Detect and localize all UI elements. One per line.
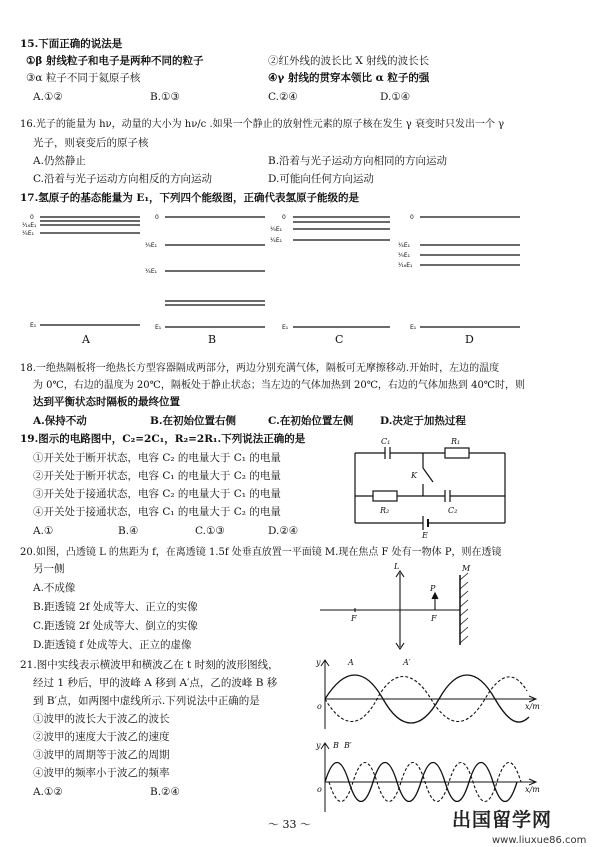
- q17-d-level-1: E₁: [410, 324, 417, 331]
- q19-choice-a: A.①: [33, 525, 54, 537]
- q18-choice-c: C.在初始位置左侧: [268, 415, 354, 427]
- q21-wave-a-graph: [315, 657, 545, 737]
- q17-d-level-3: ¹⁄₉E₁: [398, 252, 411, 259]
- q17-a-level-zero: 0: [30, 214, 34, 221]
- q19-label-c2: C₂: [448, 506, 458, 515]
- q17-c-level-1: E₁: [282, 324, 289, 331]
- q19-label-r1: R₁: [451, 437, 461, 446]
- q21-label-a: A: [348, 658, 354, 667]
- q17-a-level-4: ¹⁄₁₆E₁: [22, 222, 37, 229]
- q15-choice-a: A.①②: [33, 91, 63, 103]
- q20-lens-mirror-diagram: [320, 562, 520, 645]
- q17-label-a: A: [82, 333, 90, 346]
- page-number: ～ 33 ～: [268, 818, 311, 831]
- q19-option-4: ④开关处于接通状态，电容 C₁ 的电量大于 C₂ 的电量: [33, 506, 281, 518]
- q19-label-c1: C₁: [381, 437, 391, 446]
- q19-stem: 19.图示的电路图中，C₂=2C₁，R₂=2R₁.下列说法正确的是: [20, 433, 306, 445]
- q20-label-m: M: [462, 564, 471, 573]
- q20-label-f-left: F: [351, 614, 357, 623]
- q19-label-r2: R₂: [380, 506, 390, 515]
- q17-d-level-4: ¹⁄₁₆E₁: [398, 262, 413, 269]
- q18-line-1: 18.一绝热隔板将一绝热长方型容器隔成两部分，两边分别充满气体，隔板可无摩擦移动.开始时，左边的温度: [20, 363, 500, 374]
- q17-d-level-zero: 0: [410, 214, 414, 221]
- q21-line-2: 经过 1 秒后，甲的波峰 A 移到 A′点，乙的波峰 B 移: [33, 677, 278, 689]
- q17-d-level-2: ¹⁄₄E₁: [398, 242, 411, 249]
- q21-label-b-prime: B′: [344, 741, 352, 750]
- q21-wave-a-origin: o: [317, 702, 322, 711]
- q18-choice-d: D.决定于加热过程: [380, 415, 466, 427]
- q21-option-4: ④波甲的频率小于波乙的频率: [33, 767, 170, 779]
- q15-stem: 15.下面正确的说法是: [20, 38, 123, 50]
- q20-choice-d: D.距透镜 f 处成等大、正立的虚像: [33, 639, 192, 651]
- q19-label-e: E: [422, 531, 428, 540]
- q19-label-k: K: [411, 471, 417, 480]
- q17-b-level-1: E₁: [155, 324, 162, 331]
- q21-wave-b-graph: [315, 740, 545, 820]
- q20-label-p: P: [430, 584, 436, 593]
- q16-line-2: 光子，则衰变后的原子核: [33, 137, 149, 149]
- q21-wave-b-origin: o: [317, 785, 322, 794]
- q16-choice-b: B.沿着与光子运动方向相同的方向运动: [268, 155, 448, 167]
- q15-option-2: ②红外线的波长比 X 射线的波长长: [268, 55, 430, 67]
- q20-line-2: 另一侧: [33, 563, 65, 575]
- q18-line-3: 达到平衡状态时隔板的最终位置: [33, 396, 180, 408]
- q19-option-3: ③开关处于接通状态，电容 C₂ 的电量大于 C₁ 的电量: [33, 488, 281, 500]
- q16-choice-c: C.沿着与光子运动方向相反的方向运动: [33, 173, 212, 185]
- q20-label-l: L: [394, 562, 400, 571]
- q16-choice-d: D.可能向任何方向运动: [268, 173, 374, 185]
- q19-circuit-diagram: [345, 438, 525, 538]
- q15-option-3: ③α 粒子不同于氦原子核: [26, 72, 141, 84]
- q17-b-level-3: ¹⁄₉E₁: [145, 242, 158, 249]
- watermark-logo: 出国留学网: [452, 809, 553, 831]
- q17-b-level-zero: 0: [155, 214, 159, 221]
- q21-label-b: B: [333, 741, 339, 750]
- q19-choice-c: C.①③: [195, 525, 225, 537]
- q20-choice-c: C.距透镜 2f 处成等大、倒立的实像: [33, 620, 198, 632]
- q16-choice-a: A.仍然静止: [33, 155, 86, 167]
- q17-label-b: B: [208, 333, 217, 346]
- q19-option-2: ②开关处于断开状态，电容 C₁ 的电量大于 C₂ 的电量: [33, 470, 281, 482]
- q17-stem: 17.氢原子的基态能量为 E₁，下列四个能级图，正确代表氢原子能级的是: [20, 192, 360, 204]
- q18-line-2: 为 0℃，右边的温度为 20℃，隔板处于静止状态；当左边的气体加热到 20℃，右边的气体加热到 40℃时，则: [33, 380, 525, 391]
- q17-b-level-2: ¹⁄₄E₁: [145, 268, 158, 275]
- q15-choice-d: D.①④: [380, 91, 411, 103]
- q21-line-1: 21.图中实线表示横波甲和横波乙在 t 时刻的波形图线，: [20, 659, 279, 671]
- q21-choice-b: B.②④: [150, 786, 180, 798]
- q21-wave-b-x-label: x/m: [525, 785, 540, 794]
- q19-option-1: ①开关处于断开状态，电容 C₂ 的电量大于 C₁ 的电量: [33, 452, 281, 464]
- q21-wave-b-y-label: y: [316, 741, 321, 750]
- q20-choice-b: B.距透镜 2f 处成等大、正立的实像: [33, 601, 198, 613]
- watermark-url: www.liuxue86.com: [492, 835, 587, 846]
- q18-choice-a: A.保持不动: [33, 415, 87, 427]
- q17-label-c: C: [335, 333, 344, 346]
- q21-option-1: ①波甲的波长大于波乙的波长: [33, 713, 170, 725]
- q15-option-4: ④γ 射线的贯穿本领比 α 粒子的强: [268, 72, 430, 84]
- q16-line-1: 16.光子的能量为 hν，动量的大小为 hν/c .如果一个静止的放射性元素的原子核在发生 γ 衰变时只发出一个 γ: [20, 119, 505, 130]
- q20-line-1: 20.如图，凸透镜 L 的焦距为 f，在离透镜 1.5f 处垂直放置一平面镜 M.现在焦点 F 处有一物体 P，则在透镜: [20, 547, 502, 558]
- q15-choice-b: B.①③: [150, 91, 180, 103]
- q17-energy-level-diagrams: [0, 205, 600, 345]
- q17-a-level-2: ¹⁄₄E₁: [22, 230, 35, 237]
- q21-option-2: ②波甲的速度大于波乙的速度: [33, 731, 170, 743]
- q15-choice-c: C.②④: [268, 91, 298, 103]
- q19-choice-b: B.④: [118, 525, 139, 537]
- q15-option-1: ①β 射线粒子和电子是两种不同的粒子: [26, 55, 204, 67]
- q17-c-level-3: ¹⁄₉E₁: [270, 226, 283, 233]
- q21-option-3: ③波甲的周期等于波乙的周期: [33, 749, 170, 761]
- q21-label-a-prime: A′: [403, 658, 411, 667]
- q17-label-d: D: [465, 333, 474, 346]
- q21-line-3: 到 B′点，如两图中虚线所示.下列说法中正确的是: [33, 695, 260, 707]
- q19-choice-d: D.②④: [268, 525, 299, 537]
- q21-choice-a: A.①②: [33, 786, 63, 798]
- q17-a-level-1: E₁: [30, 322, 37, 329]
- q20-choice-a: A.不成像: [33, 582, 76, 594]
- q17-c-level-zero: 0: [282, 214, 286, 221]
- q21-wave-a-x-label: x/m: [525, 702, 540, 711]
- q17-c-level-2: ¹⁄₄E₁: [270, 237, 283, 244]
- q21-wave-a-y-label: y: [316, 658, 321, 667]
- q18-choice-b: B.在初始位置右侧: [150, 415, 237, 427]
- q20-label-f-right: F: [431, 614, 437, 623]
